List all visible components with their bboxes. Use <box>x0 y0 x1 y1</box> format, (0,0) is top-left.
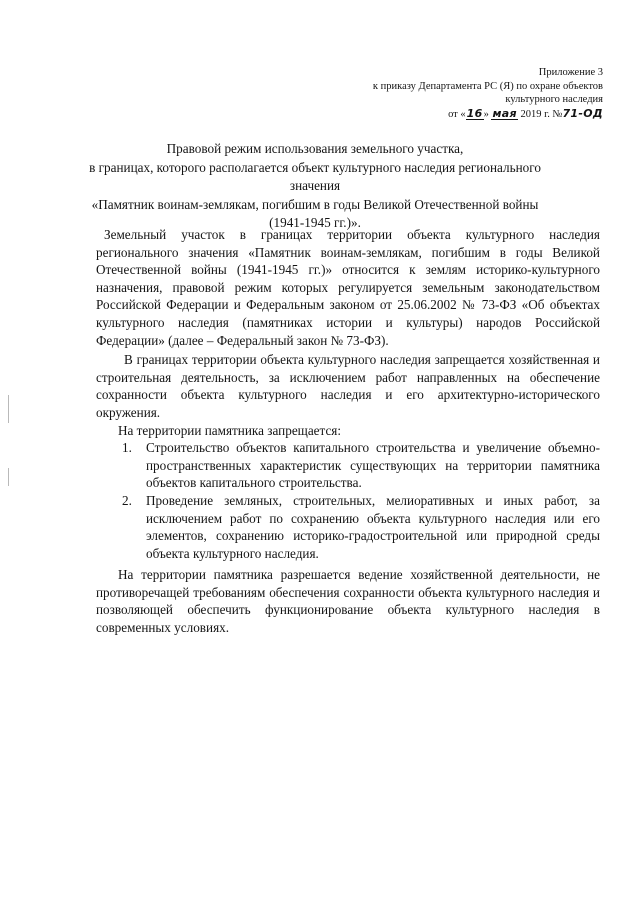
list-item-text: Проведение земляных, строительных, мелиоративных и иных работ, за исключением работ по сохранению объекта культурного наследия или его элементов, сохранению историко-градостроительной или природной среды объекта культурного наследия. <box>146 492 600 561</box>
appendix-date-line <box>323 107 603 122</box>
document-title <box>80 140 550 233</box>
paragraph-permitted: На территории памятника разрешается ведение хозяйственной деятельности, не противоречащей требованиям обеспечения сохранности объекта культурного наследия и позволяющей обеспечить функционирование объекта культурного наследия в современных условиях. <box>96 567 600 636</box>
list-item-number: 2. <box>122 492 132 508</box>
title-line: (1941-1945 гг.)». <box>269 215 361 230</box>
title-line: Правовой режим использования земельного участка, <box>166 141 464 156</box>
paragraph-prohibition: В границах территории объекта культурного наследия запрещается хозяйственная и строительная деятельность, за исключением работ направленных на обеспечение сохранности объекта культурного наследия и его архитектурно-исторического окружения. <box>96 352 600 420</box>
list-item-text: Строительство объектов капитального строительства и увеличение объемно-пространственных характеристик существующих на территории памятника объектов капитального строительства. <box>146 440 600 491</box>
appendix-title: Приложение 3 <box>538 67 603 78</box>
document-body <box>96 226 600 637</box>
date-year: 2019 г. № <box>520 108 563 120</box>
list-item <box>96 492 600 562</box>
date-prefix: от « <box>448 108 466 120</box>
list-item <box>96 439 600 492</box>
scan-margin-mark <box>8 395 9 423</box>
paragraph-land-plot: Земельный участок в границах территории объекта культурного наследия регионального значения «Памятник воинам-землякам, погибшим в годы Великой Отечественной войны (1941-1945 гг.)» относится к землям историко-культурного назначения, правовой режим которых регулируется земельным законодательством Российской Федерации и Федеральным законом от 25.06.2002 № 73-ФЗ «Об объектах культурного наследия (памятниках истории и культуры) народов Российской Федерации» (далее – Федеральный закон № 73-ФЗ). <box>96 227 600 348</box>
date-day-handwritten: 16 <box>466 106 483 120</box>
title-line: в границах, которого располагается объект культурного наследия регионального значения <box>89 159 541 193</box>
scan-margin-mark <box>8 468 9 486</box>
paragraph-list-intro: На территории памятника запрещается: <box>118 422 342 438</box>
appendix-order-line: культурного наследия <box>505 94 603 105</box>
order-number-handwritten: 71-ОД <box>562 106 603 120</box>
list-item-number: 1. <box>122 440 132 456</box>
title-line: «Памятник воинам-землякам, погибшим в годы Великой Отечественной войны <box>91 196 539 212</box>
date-close-quote: » <box>483 108 489 120</box>
date-month-handwritten: мая <box>492 106 517 120</box>
appendix-order-line: к приказу Департамента РС (Я) по охране объектов <box>372 80 603 92</box>
appendix-header <box>323 66 603 121</box>
prohibited-list <box>96 439 600 562</box>
